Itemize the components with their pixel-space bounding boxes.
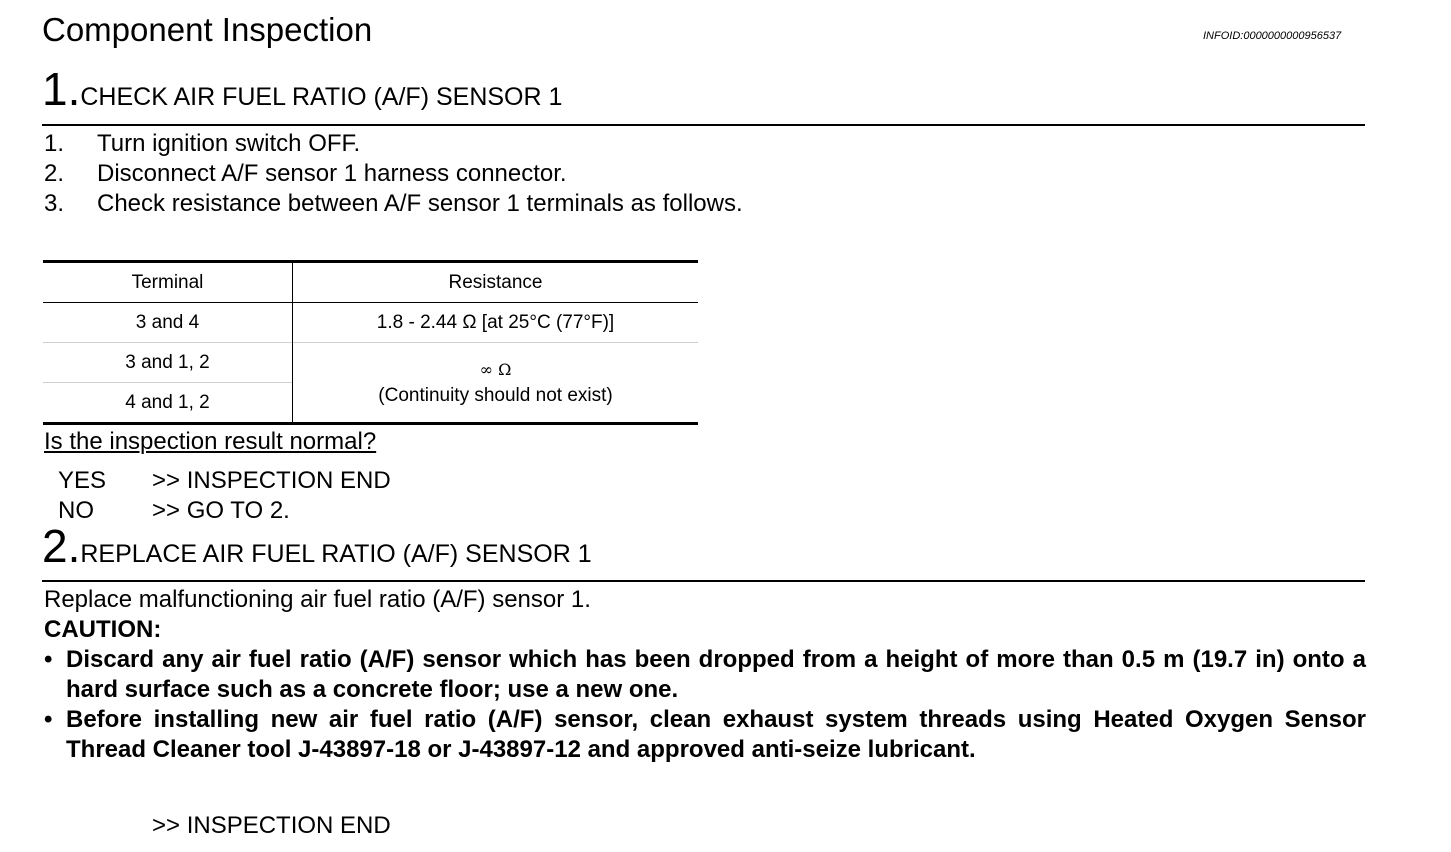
continuity-note: (Continuity should not exist): [378, 384, 613, 406]
instruction-text: Disconnect A/F sensor 1 harness connector.: [97, 160, 567, 187]
step-1-title: CHECK AIR FUEL RATIO (A/F) SENSOR 1: [80, 83, 563, 111]
instruction-item: [44, 129, 743, 159]
instruction-item: [44, 159, 743, 189]
instruction-number: 1.: [44, 130, 65, 157]
info-id: INFOID:0000000000956537: [1203, 30, 1342, 42]
step-1-heading: [42, 63, 563, 115]
terminal-cell: 3 and 1, 2: [43, 343, 293, 383]
inspection-end: >> INSPECTION END: [152, 812, 391, 839]
instruction-number: 3.: [44, 190, 65, 217]
terminal-cell: 4 and 1, 2: [43, 383, 293, 424]
merged-resistance-cell: [293, 343, 699, 424]
instruction-item: [44, 189, 743, 219]
replace-text: Replace malfunctioning air fuel ratio (A/F) sensor 1.: [44, 586, 591, 613]
answer-no: [58, 496, 391, 526]
instruction-text: Turn ignition switch OFF.: [97, 130, 361, 157]
step-2-divider: [42, 580, 1365, 582]
caution-item: • Before installing new air fuel ratio (A/F) sensor, clean exhaust system threads using Heated Oxygen Sensor Thread Cleaner tool J-43897-18 or J-43897-12 and approved anti-seize lubricant.: [44, 705, 1366, 765]
caution-list: [44, 645, 1366, 765]
step-2-body: [44, 585, 591, 645]
instruction-text: Check resistance between A/F sensor 1 terminals as follows.: [97, 190, 743, 217]
table-row: [43, 343, 698, 383]
step-1-number: 1.: [42, 63, 81, 115]
table-header-row: [43, 262, 698, 303]
step-2-title: REPLACE AIR FUEL RATIO (A/F) SENSOR 1: [80, 540, 592, 568]
inspection-question: Is the inspection result normal?: [44, 428, 377, 455]
resistance-table: [43, 260, 698, 425]
step-1-instructions: [44, 129, 743, 219]
answer-key: NO: [58, 497, 94, 524]
infinite-resistance-value: ∞ Ω: [479, 359, 512, 379]
table-row: [43, 303, 698, 343]
answer-yes: [58, 466, 391, 496]
answer-action: >> GO TO 2.: [152, 497, 290, 524]
caution-label: CAUTION:: [44, 616, 162, 643]
answer-action: >> INSPECTION END: [152, 467, 391, 494]
step-2-number: 2.: [42, 520, 81, 572]
step-1-divider: [42, 124, 1365, 126]
terminal-cell: 3 and 4: [43, 303, 293, 343]
instruction-number: 2.: [44, 160, 65, 187]
page-title: Component Inspection: [42, 11, 373, 48]
step-2-heading: [42, 520, 592, 572]
answer-key: YES: [58, 467, 107, 494]
caution-item: • Discard any air fuel ratio (A/F) sensor which has been dropped from a height of more than 0.5 m (19.7 in) onto a hard surface such as a concrete floor; use a new one.: [44, 645, 1366, 705]
header-resistance: Resistance: [293, 262, 699, 303]
answer-list: [58, 466, 391, 526]
resistance-cell: 1.8 - 2.44 Ω [at 25°C (77°F)]: [293, 303, 699, 343]
header-terminal: Terminal: [43, 262, 293, 303]
